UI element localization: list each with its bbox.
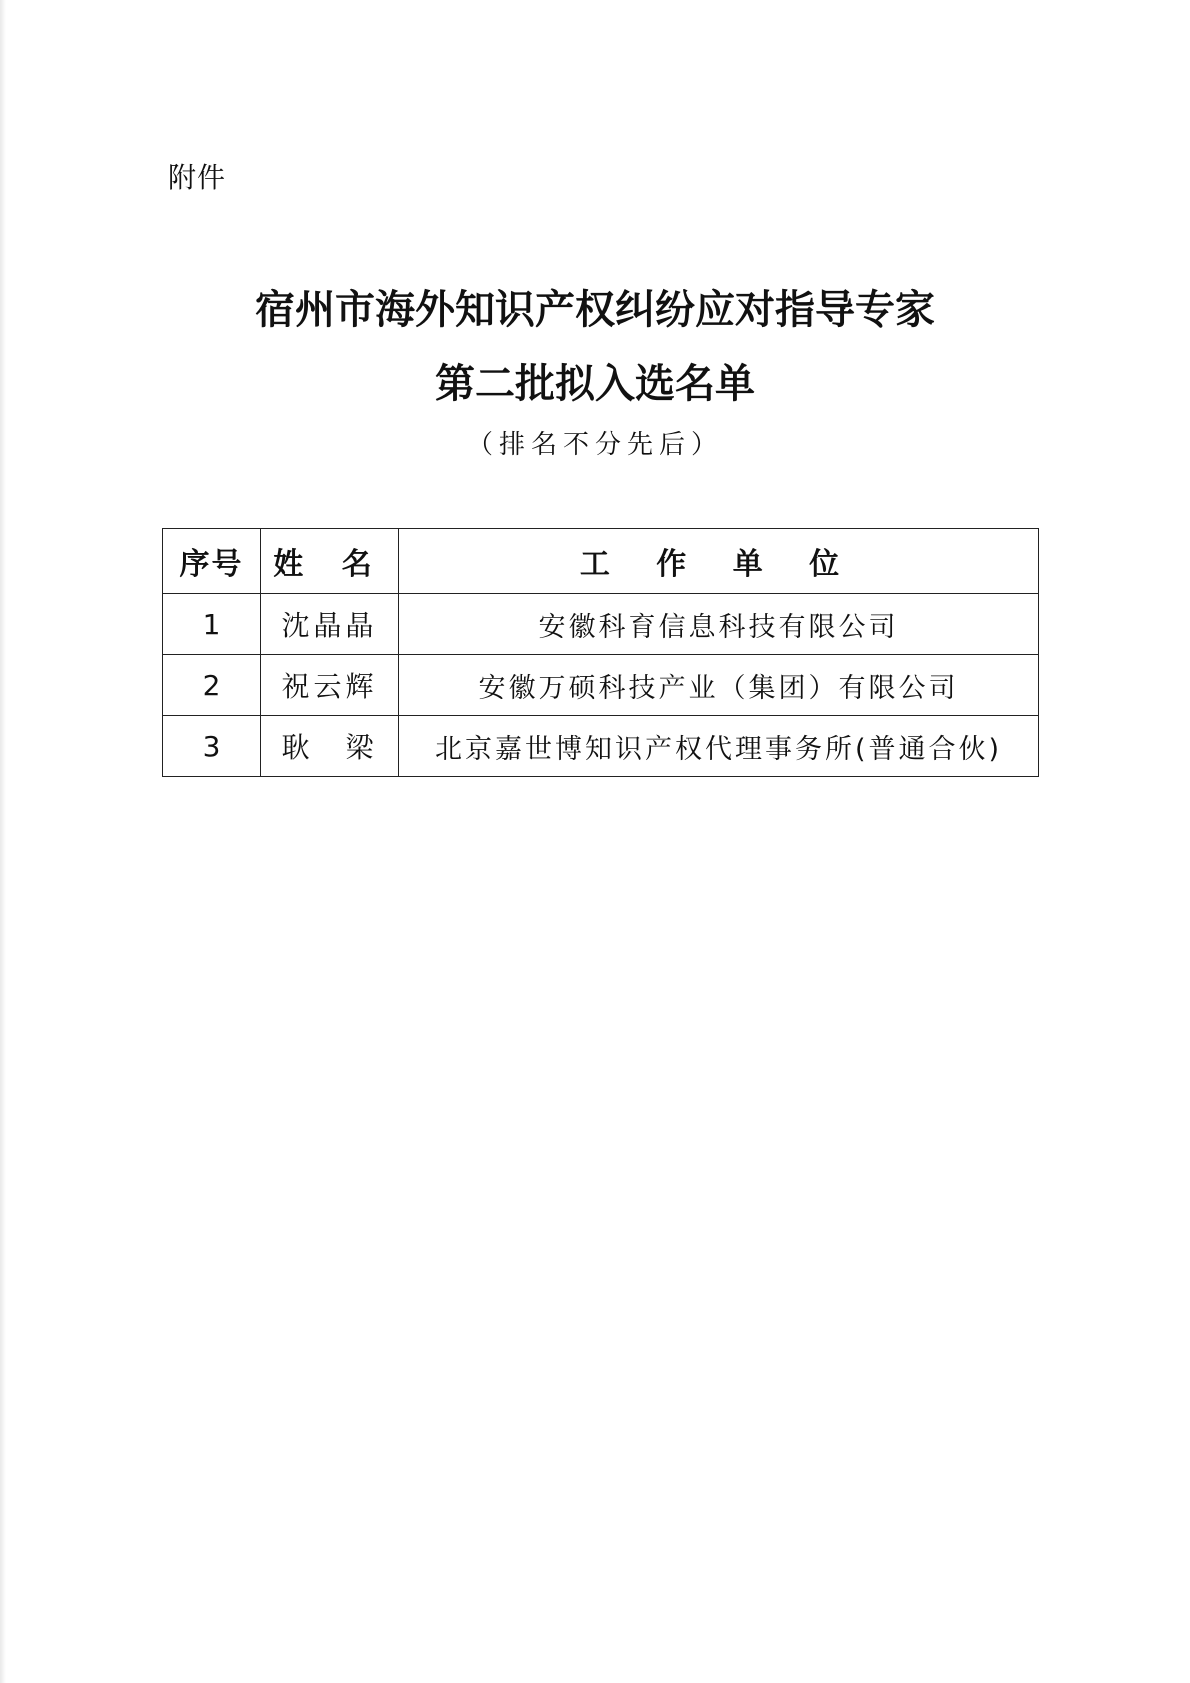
header-organization: 工 作 单 位 <box>399 529 1039 594</box>
header-number: 序号 <box>163 529 261 594</box>
row-name: 沈晶晶 <box>261 594 399 655</box>
scan-edge <box>0 0 6 1683</box>
document-title-line-1: 宿州市海外知识产权纠纷应对指导专家 <box>255 286 935 333</box>
document-subtitle: （排名不分先后） <box>466 430 723 460</box>
table-row <box>163 655 1039 716</box>
row-number: 2 <box>163 655 261 716</box>
header-name: 姓 名 <box>261 529 399 594</box>
expert-list-table <box>162 528 1039 777</box>
attachment-label: 附件 <box>168 161 227 194</box>
row-organization: 北京嘉世博知识产权代理事务所(普通合伙) <box>399 716 1039 777</box>
row-number: 3 <box>163 716 261 777</box>
row-name: 祝云辉 <box>261 655 399 716</box>
row-name: 耿 梁 <box>261 716 399 777</box>
table-row <box>163 716 1039 777</box>
table-row <box>163 594 1039 655</box>
document-title-line-2: 第二批拟入选名单 <box>435 360 755 407</box>
row-number: 1 <box>163 594 261 655</box>
row-organization: 安徽科育信息科技有限公司 <box>399 594 1039 655</box>
table-header-row <box>163 529 1039 594</box>
row-organization: 安徽万硕科技产业（集团）有限公司 <box>399 655 1039 716</box>
